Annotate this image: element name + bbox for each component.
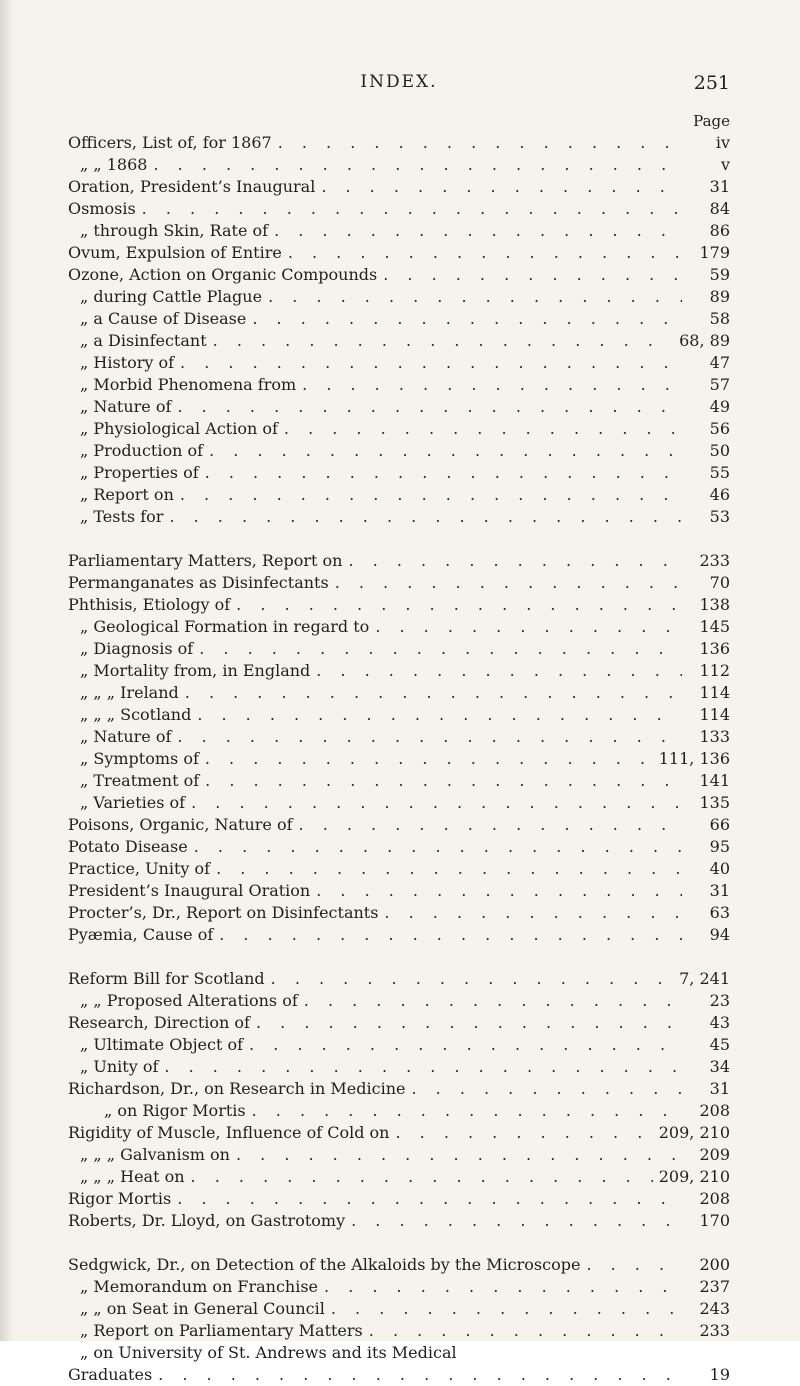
index-entry-text: Reform Bill for Scotland xyxy=(68,969,265,988)
index-entry-text: Permanganates as Disinfectants xyxy=(68,573,329,592)
section-gap xyxy=(68,528,730,550)
index-entry-text: „ Diagnosis of xyxy=(80,639,194,658)
dot-leader xyxy=(348,550,682,572)
index-entry-text: „ Morbid Phenomena from xyxy=(80,375,297,394)
index-entry-page: 63 xyxy=(709,903,730,922)
page-column-label: Page xyxy=(693,112,730,130)
dot-leader xyxy=(164,1056,682,1078)
index-entry-text: „ History of xyxy=(80,353,175,372)
index-entry-text: Parliamentary Matters, Report on xyxy=(68,551,343,570)
index-entry xyxy=(68,418,730,440)
index-entry-text: Richardson, Dr., on Research in Medicine xyxy=(68,1079,406,1098)
index-entry-text: Research, Direction of xyxy=(68,1013,250,1032)
index-entry xyxy=(68,462,730,484)
index-entry-text: „ Report on xyxy=(80,485,174,504)
index-entry-page: 237 xyxy=(699,1277,730,1296)
index-entry xyxy=(68,814,730,836)
index-entry xyxy=(68,1144,730,1166)
index-entry-text: Ozone, Action on Organic Compounds xyxy=(68,265,378,284)
dot-leader xyxy=(205,462,682,484)
index-entry-text: „ Geological Formation in regard to xyxy=(80,617,370,636)
dot-leader xyxy=(177,396,682,418)
index-entry-page: 136 xyxy=(699,639,730,658)
index-entry xyxy=(68,1078,730,1100)
dot-leader xyxy=(321,176,682,198)
index-entry-text: Phthisis, Etiology of xyxy=(68,595,231,614)
dot-leader xyxy=(216,858,682,880)
index-entry-text: Pyæmia, Cause of xyxy=(68,925,214,944)
index-entry-text: „ Nature of xyxy=(80,397,172,416)
index-entry xyxy=(68,1254,730,1276)
index-entry-page: 200 xyxy=(699,1255,730,1274)
index-entry xyxy=(68,968,730,990)
index-entry xyxy=(68,242,730,264)
dot-leader xyxy=(205,748,653,770)
index-entry xyxy=(68,858,730,880)
index-entry-page: 68, 89 xyxy=(679,331,730,350)
index-entry-page: 95 xyxy=(709,837,730,856)
index-list xyxy=(68,132,730,1386)
dot-leader xyxy=(219,924,682,946)
index-entry-page: 133 xyxy=(699,727,730,746)
dot-leader xyxy=(197,704,682,726)
index-entry-page: 31 xyxy=(709,177,730,196)
dot-leader xyxy=(142,198,682,220)
index-entry-page: 59 xyxy=(709,265,730,284)
dot-leader xyxy=(158,1364,682,1386)
dot-leader xyxy=(383,264,682,286)
index-entry-page: 114 xyxy=(699,683,730,702)
index-entry-text: „ Properties of xyxy=(80,463,199,482)
index-entry-page: 179 xyxy=(699,243,730,262)
dot-leader xyxy=(324,1276,682,1298)
section-gap xyxy=(68,946,730,968)
index-entry xyxy=(68,550,730,572)
index-entry xyxy=(68,660,730,682)
index-entry xyxy=(68,726,730,748)
dot-leader xyxy=(268,286,682,308)
dot-leader xyxy=(236,594,682,616)
index-entry xyxy=(68,1364,730,1386)
running-head xyxy=(68,72,730,98)
index-entry-page: 31 xyxy=(709,881,730,900)
dot-leader xyxy=(384,902,682,924)
dot-leader xyxy=(180,352,682,374)
index-entry xyxy=(68,308,730,330)
index-entry-text: „ Mortality from, in England xyxy=(80,661,311,680)
index-entry xyxy=(68,836,730,858)
index-entry-page: 55 xyxy=(709,463,730,482)
index-entry-page: 208 xyxy=(699,1101,730,1120)
index-entry-page: 46 xyxy=(709,485,730,504)
index-entry-page: 70 xyxy=(709,573,730,592)
index-entry-text: „ „ „ Scotland xyxy=(80,705,192,724)
index-entry xyxy=(68,220,730,242)
dot-leader xyxy=(177,726,682,748)
index-entry xyxy=(68,286,730,308)
index-entry-page: 170 xyxy=(699,1211,730,1230)
index-entry-page: 40 xyxy=(709,859,730,878)
index-entry-page: 66 xyxy=(709,815,730,834)
index-entry-page: 34 xyxy=(709,1057,730,1076)
index-entry-text: „ a Disinfectant xyxy=(80,331,207,350)
index-entry-text: „ Tests for xyxy=(80,507,164,526)
index-entry-page: 23 xyxy=(709,991,730,1010)
index-entry-text: „ Production of xyxy=(80,441,204,460)
index-entry-text: „ Physiological Action of xyxy=(80,419,278,438)
dot-leader xyxy=(375,616,682,638)
dot-leader xyxy=(271,968,673,990)
index-entry-text: Ovum, Expulsion of Entire xyxy=(68,243,282,262)
index-entry xyxy=(68,396,730,418)
dot-leader xyxy=(169,506,682,528)
index-entry-text: „ „ „ Galvanism on xyxy=(80,1145,230,1164)
index-entry xyxy=(68,440,730,462)
index-entry-page: 141 xyxy=(699,771,730,790)
index-entry-page: 209, 210 xyxy=(658,1167,730,1186)
index-entry xyxy=(68,792,730,814)
dot-leader xyxy=(351,1210,682,1232)
index-entry xyxy=(68,770,730,792)
index-entry-page: 45 xyxy=(709,1035,730,1054)
index-entry xyxy=(68,154,730,176)
index-entry-text: „ through Skin, Rate of xyxy=(80,221,269,240)
index-entry-page: 94 xyxy=(709,925,730,944)
dot-leader xyxy=(316,880,682,902)
index-entry xyxy=(68,924,730,946)
index-entry-page: 89 xyxy=(709,287,730,306)
index-entry-text: „ on University of St. Andrews and its Medical xyxy=(80,1343,457,1362)
index-entry-text: „ during Cattle Plague xyxy=(80,287,263,306)
dot-leader xyxy=(299,814,682,836)
dot-leader xyxy=(302,374,682,396)
index-entry-page: 58 xyxy=(709,309,730,328)
index-entry-page: 84 xyxy=(709,199,730,218)
index-entry-page: 208 xyxy=(699,1189,730,1208)
index-entry-page: 145 xyxy=(699,617,730,636)
index-entry-text: „ Nature of xyxy=(80,727,172,746)
index-entry xyxy=(68,1298,730,1320)
index-entry-page: 57 xyxy=(709,375,730,394)
index-entry xyxy=(68,1210,730,1232)
index-entry xyxy=(68,264,730,286)
index-entry-page: 111, 136 xyxy=(658,749,730,768)
dot-leader xyxy=(205,770,682,792)
index-entry-text: Oration, President’s Inaugural xyxy=(68,177,316,196)
index-entry-page: 243 xyxy=(699,1299,730,1318)
index-entry xyxy=(68,1166,730,1188)
index-entry xyxy=(68,1276,730,1298)
index-entry-text: „ Report on Parliamentary Matters xyxy=(80,1321,363,1340)
index-entry xyxy=(68,1012,730,1034)
index-entry-page: 112 xyxy=(699,661,730,680)
dot-leader xyxy=(395,1122,652,1144)
index-entry xyxy=(68,616,730,638)
index-entry-text: „ Symptoms of xyxy=(80,749,199,768)
index-entry-text: President’s Inaugural Oration xyxy=(68,881,311,900)
dot-leader xyxy=(213,330,673,352)
dot-leader xyxy=(249,1034,682,1056)
index-entry-text: „ Treatment of xyxy=(80,771,200,790)
index-entry xyxy=(68,1056,730,1078)
index-entry-text: „ a Cause of Disease xyxy=(80,309,247,328)
index-entry xyxy=(68,374,730,396)
dot-leader xyxy=(252,308,682,330)
index-entry-page: 50 xyxy=(709,441,730,460)
index-entry-page: 49 xyxy=(709,397,730,416)
index-entry-page: 53 xyxy=(709,507,730,526)
dot-leader xyxy=(316,660,682,682)
index-entry xyxy=(68,176,730,198)
scan-edge-shadow xyxy=(0,0,14,1341)
dot-leader xyxy=(185,682,682,704)
section-gap xyxy=(68,1232,730,1254)
dot-leader xyxy=(288,242,682,264)
dot-leader xyxy=(331,1298,682,1320)
index-entry-page: 209 xyxy=(699,1145,730,1164)
dot-leader xyxy=(252,1100,682,1122)
index-entry xyxy=(68,352,730,374)
index-entry xyxy=(68,748,730,770)
index-entry-text: Osmosis xyxy=(68,199,136,218)
dot-leader xyxy=(177,1188,682,1210)
dot-leader xyxy=(304,990,682,1012)
dot-leader xyxy=(180,484,682,506)
index-entry-page: v xyxy=(720,155,730,174)
index-entry-text: „ Unity of xyxy=(80,1057,159,1076)
index-entry xyxy=(68,682,730,704)
index-entry xyxy=(68,704,730,726)
index-entry xyxy=(68,880,730,902)
running-head-title: INDEX. xyxy=(360,72,438,92)
index-entry-text: Roberts, Dr. Lloyd, on Gastrotomy xyxy=(68,1211,346,1230)
index-entry xyxy=(68,1320,730,1342)
index-entry-text: „ „ „ Ireland xyxy=(80,683,179,702)
index-entry-text: „ „ Proposed Alterations of xyxy=(80,991,298,1010)
index-entry-page: 233 xyxy=(699,1321,730,1340)
index-entry-page: 86 xyxy=(709,221,730,240)
index-entry-text: „ Memorandum on Franchise xyxy=(80,1277,319,1296)
index-entry-text: „ on Rigor Mortis xyxy=(104,1101,246,1120)
index-entry xyxy=(68,198,730,220)
index-entry xyxy=(68,1100,730,1122)
index-entry-page: 233 xyxy=(699,551,730,570)
index-entry xyxy=(68,1188,730,1210)
index-entry xyxy=(68,506,730,528)
dot-leader xyxy=(278,132,682,154)
index-entry xyxy=(68,1342,730,1364)
index-entry-text: „ Varieties of xyxy=(80,793,186,812)
index-entry-page: 56 xyxy=(709,419,730,438)
dot-leader xyxy=(191,792,682,814)
index-entry-page: 19 xyxy=(709,1365,730,1384)
index-entry-text: „ „ 1868 xyxy=(80,155,148,174)
index-entry-text: Rigidity of Muscle, Influence of Cold on xyxy=(68,1123,390,1142)
index-entry-text: Practice, Unity of xyxy=(68,859,211,878)
dot-leader xyxy=(236,1144,682,1166)
index-entry-page: 114 xyxy=(699,705,730,724)
index-entry xyxy=(68,1122,730,1144)
index-entry xyxy=(68,638,730,660)
page-number: 251 xyxy=(693,72,730,94)
index-entry-page: 47 xyxy=(709,353,730,372)
index-entry-text: Sedgwick, Dr., on Detection of the Alkaloids by the Microscope xyxy=(68,1255,581,1274)
index-entry-page: 138 xyxy=(699,595,730,614)
dot-leader xyxy=(411,1078,682,1100)
index-entry xyxy=(68,484,730,506)
index-entry xyxy=(68,902,730,924)
dot-leader xyxy=(335,572,682,594)
dot-leader xyxy=(194,836,682,858)
index-entry-text: Potato Disease xyxy=(68,837,188,856)
index-entry-text: „ „ on Seat in General Council xyxy=(80,1299,325,1318)
index-entry-text: „ „ „ Heat on xyxy=(80,1167,185,1186)
dot-leader xyxy=(274,220,682,242)
index-entry-page: 43 xyxy=(709,1013,730,1032)
index-entry-page: 135 xyxy=(699,793,730,812)
index-entry-page: 7, 241 xyxy=(679,969,730,988)
index-entry-text: Officers, List of, for 1867 xyxy=(68,133,272,152)
dot-leader xyxy=(199,638,682,660)
index-entry-text: „ Ultimate Object of xyxy=(80,1035,244,1054)
dot-leader xyxy=(586,1254,682,1276)
dot-leader xyxy=(256,1012,682,1034)
index-entry-text: Graduates xyxy=(68,1365,153,1384)
index-entry-page: 209, 210 xyxy=(658,1123,730,1142)
index-entry xyxy=(68,572,730,594)
dot-leader xyxy=(153,154,682,176)
dot-leader xyxy=(191,1166,653,1188)
dot-leader xyxy=(284,418,682,440)
dot-leader xyxy=(369,1320,682,1342)
index-entry xyxy=(68,990,730,1012)
index-entry xyxy=(68,330,730,352)
index-entry xyxy=(68,132,730,154)
index-entry-page: iv xyxy=(715,133,730,152)
index-entry xyxy=(68,1034,730,1056)
dot-leader xyxy=(209,440,682,462)
index-entry-text: Rigor Mortis xyxy=(68,1189,172,1208)
index-entry xyxy=(68,594,730,616)
index-entry-text: Procter’s, Dr., Report on Disinfectants xyxy=(68,903,379,922)
index-entry-page: 31 xyxy=(709,1079,730,1098)
index-entry-text: Poisons, Organic, Nature of xyxy=(68,815,293,834)
